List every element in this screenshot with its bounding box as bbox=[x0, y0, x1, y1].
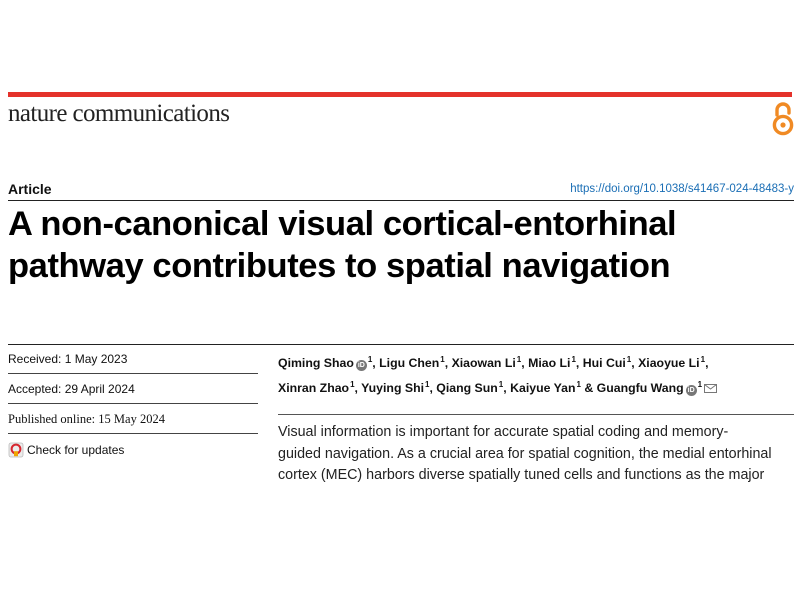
orcid-icon[interactable]: iD bbox=[357, 362, 365, 369]
journal-name[interactable]: nature communications bbox=[8, 100, 230, 127]
author[interactable]: Miao Li$^1$ bbox=[528, 355, 576, 370]
orcid-icon[interactable]: iD bbox=[687, 387, 695, 394]
meta-rule-1 bbox=[8, 373, 258, 374]
article-type: Article bbox=[8, 181, 52, 197]
author[interactable]: Xiaoyue Li$^1$ bbox=[638, 355, 706, 370]
check-updates-icon bbox=[8, 442, 24, 458]
author[interactable]: Qiming Shao $iD^1$ bbox=[278, 355, 373, 370]
check-updates-label: Check for updates bbox=[27, 443, 125, 457]
meta-rule-3 bbox=[8, 433, 258, 434]
abstract-line: Visual information is important for accurate spatial coding and memory- bbox=[278, 424, 729, 440]
doi-link[interactable]: https://doi.org/10.1038/s41467-024-48483-y bbox=[570, 183, 794, 195]
open-access-icon[interactable] bbox=[770, 101, 796, 137]
published-date: Published online: 15 May 2024 bbox=[8, 412, 165, 426]
author[interactable]: Xiaowan Li$^1$ bbox=[451, 355, 522, 370]
title-line-1: A non-canonical visual cortical-entorhinal bbox=[8, 205, 677, 243]
accepted-date: Accepted: 29 April 2024 bbox=[8, 382, 135, 396]
abstract-text bbox=[278, 422, 798, 487]
author[interactable]: Yuying Shi$^1$ bbox=[361, 380, 430, 395]
article-title bbox=[8, 203, 798, 287]
check-for-updates-button[interactable] bbox=[8, 442, 124, 458]
title-line-2: pathway contributes to spatial navigation bbox=[8, 247, 671, 285]
mail-icon[interactable] bbox=[704, 384, 717, 393]
author-list: Qiming Shao $iD^1$, Ligu Chen$^1$, Xiaowan Li$^1$, Miao Li$^1$, Hui Cui$^1$, Xiaoyue Li$^1$, Xinran Zhao$^1$, Yuying Shi$^1$, Qiang Sun$^1$, Kaiyue Yan$^1$ & Guangfu Wang $iD^1$ bbox=[278, 349, 798, 399]
abstract-line: cortex (MEC) harbors diverse spatially tuned cells and functions as the major bbox=[278, 467, 765, 483]
author[interactable]: Ligu Chen$^1$ bbox=[379, 355, 445, 370]
meta-rule-2 bbox=[8, 403, 258, 404]
author[interactable]: Guangfu Wang $iD^1$ bbox=[596, 380, 703, 395]
author[interactable]: Xinran Zhao$^1$ bbox=[278, 380, 355, 395]
abstract-divider bbox=[278, 414, 794, 415]
author[interactable]: Kaiyue Yan$^1$ bbox=[510, 380, 581, 395]
abstract-line: guided navigation. As a crucial area for spatial cognition, the medial entorhinal bbox=[278, 445, 772, 462]
meta-divider bbox=[8, 344, 794, 345]
received-date: Received: 1 May 2023 bbox=[8, 352, 128, 366]
author[interactable]: Hui Cui$^1$ bbox=[582, 355, 632, 370]
header-divider bbox=[8, 200, 794, 201]
journal-color-bar bbox=[8, 92, 792, 97]
author[interactable]: Qiang Sun$^1$ bbox=[436, 380, 504, 395]
